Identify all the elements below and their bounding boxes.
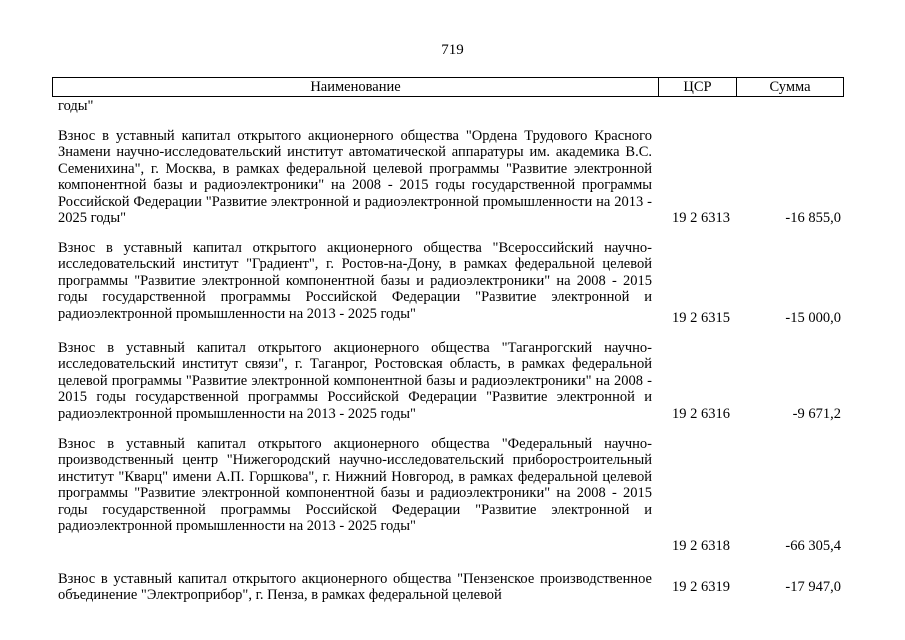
row-sum: -9 671,2: [792, 406, 841, 422]
page-number: 719: [441, 42, 464, 58]
row-csr: 19 2 6318: [672, 538, 730, 554]
header-name: Наименование: [310, 78, 401, 95]
row-csr: 19 2 6316: [672, 406, 730, 422]
row-name: Взнос в уставный капитал открытого акционерного общества "Таганрогский научно-исследовательский институт связи", г. Таганрог, Ростовская область, в рамках федеральной целевой программы "Развитие электронной компонентной базы и радиоэлектроники" на 2008 - 2015 годы государственной программы Российской Федерации "Развитие электронной и радиоэлектронной промышленности на 2013 - 2025 годы": [58, 340, 652, 422]
row-csr: 19 2 6313: [672, 210, 730, 226]
continuation-text: годы": [58, 98, 94, 114]
table-header: [52, 77, 844, 97]
row-name: Взнос в уставный капитал открытого акционерного общества "Федеральный научно-производственный центр "Нижегородский научно-исследовательский приборостроительный институт "Кварц" имени А.П. Горшкова", г. Нижний Новгород, в рамках федеральной целевой программы "Развитие электронной компонентной базы и радиоэлектроники" на 2008 - 2015 годы государственной программы Российской Федерации "Развитие электронной и радиоэлектронной промышленности на 2013 - 2025 годы": [58, 436, 652, 535]
row-sum: -16 855,0: [785, 210, 841, 226]
header-sum: Сумма: [736, 78, 843, 96]
row-name: Взнос в уставный капитал открытого акционерного общества "Всероссийский научно-исследовательский институт "Градиент", г. Ростов-на-Дону, в рамках федеральной целевой программы "Развитие электронной компонентной базы и радиоэлектроники" на 2008 - 2015 годы государственной программы Российской Федерации "Развитие электронной и радиоэлектронной промышленности на 2013 - 2025 годы": [58, 240, 652, 322]
row-sum: -15 000,0: [785, 310, 841, 326]
row-name: Взнос в уставный капитал открытого акционерного общества "Ордена Трудового Красного Знамени научно-исследовательский институт автоматической аппаратуры им. академика В.С. Семенихина", г. Москва, в рамках федеральной целевой программы "Развитие электронной компонентной базы и радиоэлектроники" на 2008 - 2015 годы государственной программы Российской Федерации "Развитие электронной и радиоэлектронной промышленности на 2013 - 2025 годы": [58, 128, 652, 227]
row-sum: -66 305,4: [785, 538, 841, 554]
header-csr: ЦСР: [658, 78, 736, 96]
row-name: Взнос в уставный капитал открытого акционерного общества "Пензенское производственное объединение "Электроприбор", г. Пенза, в рамках федеральной целевой: [58, 571, 652, 604]
row-csr: 19 2 6319: [672, 579, 730, 595]
row-csr: 19 2 6315: [672, 310, 730, 326]
row-sum: -17 947,0: [785, 579, 841, 595]
